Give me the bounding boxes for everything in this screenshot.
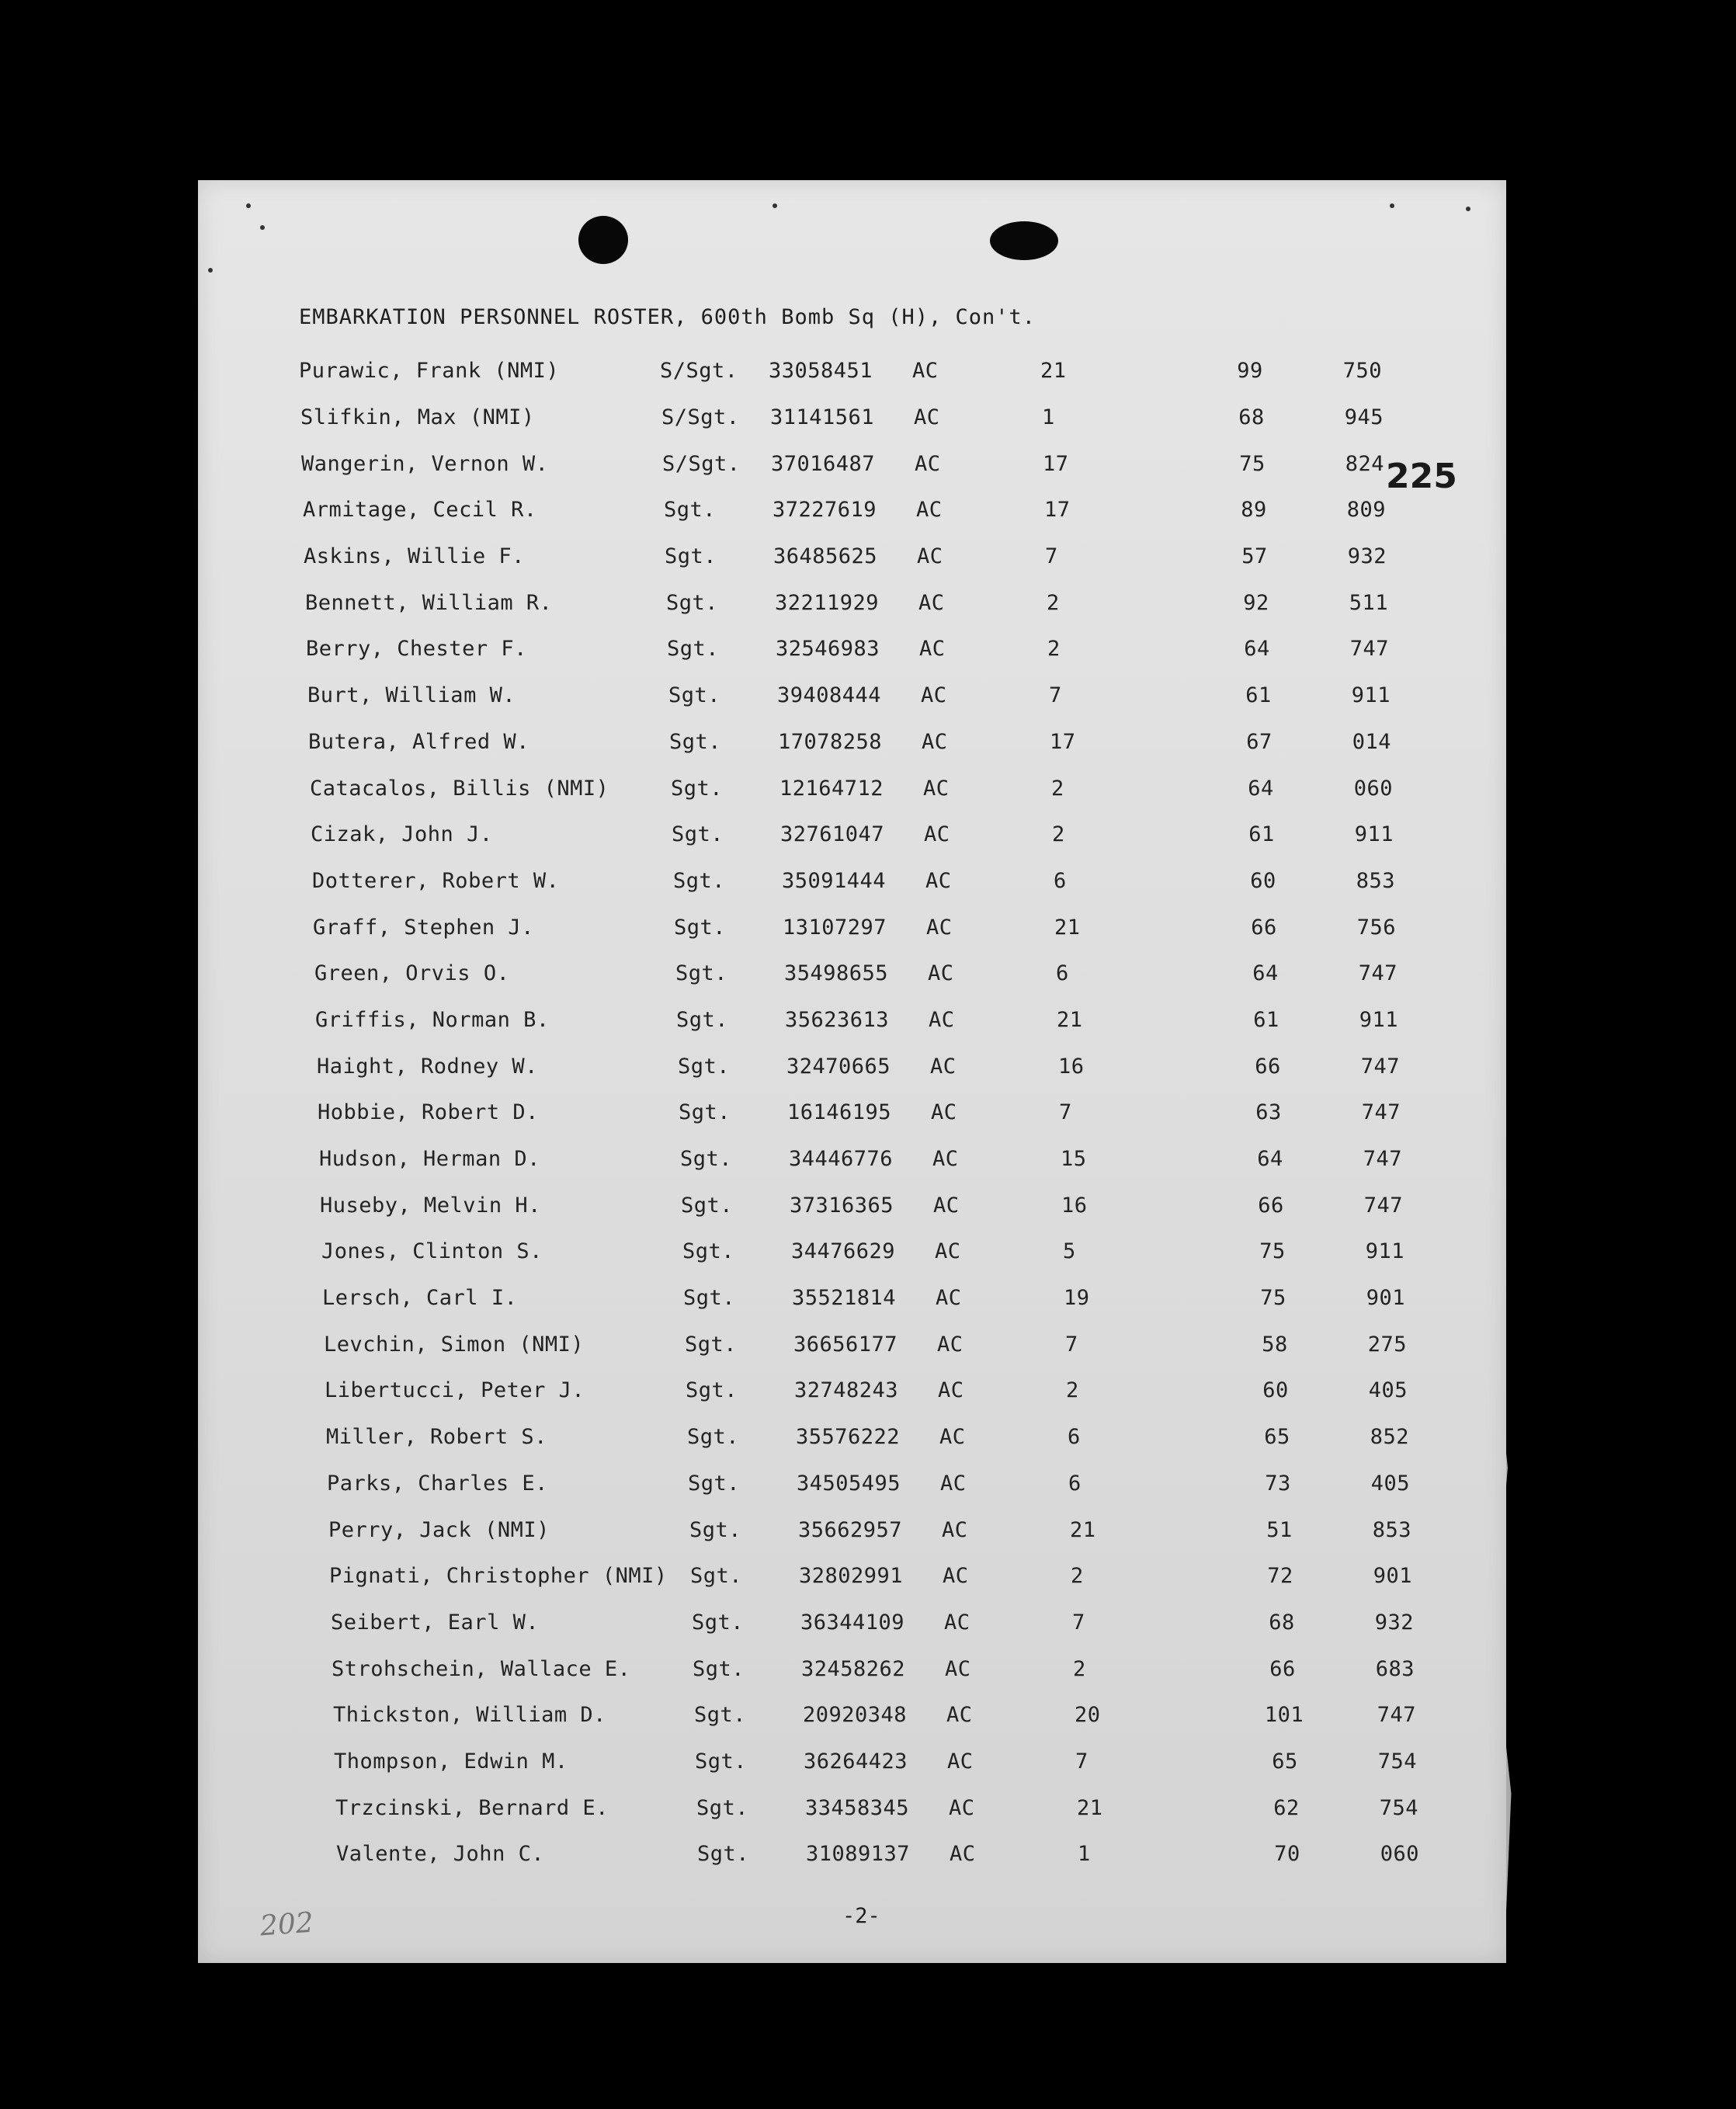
roster-row [336,1831,1419,1878]
roster-rank-cell: Sgt. [666,590,719,615]
roster-serial-cell: 32761047 [780,822,885,847]
roster-name-cell: Dotterer, Robert W. [312,868,560,893]
roster-serial-cell: 37316365 [790,1193,894,1218]
roster-row [303,487,1386,533]
paper-speck [260,225,265,230]
roster-name-cell: Parks, Charles E. [327,1471,548,1496]
roster-c1-cell: 7 [1049,683,1062,708]
roster-row [320,1182,1403,1228]
roster-name-cell: Butera, Alfred W. [308,729,529,754]
roster-name-cell: Bennett, William R. [305,590,553,615]
roster-rank-cell: Sgt. [689,1517,742,1542]
roster-c1-cell: 17 [1050,729,1076,754]
roster-c2-cell: 75 [1239,451,1266,476]
roster-name-cell: Wangerin, Vernon W. [301,451,549,476]
roster-rank-cell: Sgt. [674,915,727,940]
roster-serial-cell: 13107297 [783,915,887,940]
roster-c2-cell: 73 [1265,1471,1291,1496]
roster-row [322,1275,1405,1322]
roster-rank-cell: S/Sgt. [661,405,740,430]
roster-branch-cell: AC [923,776,950,801]
roster-c1-cell: 21 [1077,1795,1103,1820]
roster-c2-cell: 51 [1266,1517,1293,1542]
roster-c3-cell: 901 [1366,1286,1405,1311]
roster-c1-cell: 20 [1075,1703,1101,1728]
roster-serial-cell: 33458345 [805,1795,910,1820]
roster-branch-cell: AC [915,451,941,476]
roster-name-cell: Graff, Stephen J. [313,915,534,940]
roster-serial-cell: 34446776 [789,1147,894,1172]
roster-c2-cell: 66 [1251,915,1277,940]
roster-name-cell: Burt, William W. [307,683,516,708]
roster-branch-cell: AC [917,544,943,569]
roster-c1-cell: 15 [1061,1147,1087,1172]
roster-row [325,1367,1408,1414]
roster-name-cell: Miller, Robert S. [326,1425,547,1450]
roster-c1-cell: 21 [1070,1517,1096,1542]
roster-c2-cell: 64 [1252,961,1279,986]
roster-c2-cell: 66 [1258,1193,1284,1218]
roster-rank-cell: Sgt. [672,822,724,847]
roster-serial-cell: 35662957 [798,1517,903,1542]
roster-row [308,719,1391,766]
roster-serial-cell: 36656177 [793,1332,898,1357]
roster-c3-cell: 060 [1380,1842,1419,1867]
roster-branch-cell: AC [922,729,948,754]
roster-c1-cell: 7 [1045,544,1058,569]
roster-branch-cell: AC [940,1471,967,1496]
page-number: -2- [842,1904,880,1928]
roster-rank-cell: Sgt. [682,1239,735,1264]
roster-row [326,1414,1409,1461]
roster-branch-cell: AC [930,1054,957,1079]
roster-serial-cell: 35623613 [785,1007,890,1032]
roster-c3-cell: 853 [1372,1517,1411,1542]
roster-c1-cell: 7 [1065,1332,1078,1357]
roster-rank-cell: Sgt. [683,1286,736,1311]
roster-c1-cell: 16 [1061,1193,1088,1218]
roster-c1-cell: 2 [1066,1378,1079,1403]
roster-c2-cell: 68 [1269,1610,1295,1635]
roster-c1-cell: 19 [1064,1286,1090,1311]
roster-c1-cell: 21 [1054,915,1081,940]
roster-serial-cell: 31089137 [806,1842,911,1867]
roster-rank-cell: Sgt. [692,1610,745,1635]
roster-rank-cell: S/Sgt. [662,451,741,476]
paper-speck [1466,207,1470,211]
roster-c2-cell: 62 [1273,1795,1300,1820]
roster-name-cell: Trzcinski, Bernard E. [335,1795,609,1820]
roster-c2-cell: 61 [1245,683,1272,708]
roster-rank-cell: Sgt. [688,1471,741,1496]
roster-c1-cell: 2 [1073,1656,1086,1681]
roster-serial-cell: 17078258 [778,729,883,754]
roster-serial-cell: 35521814 [792,1286,897,1311]
roster-branch-cell: AC [912,359,939,384]
roster-c2-cell: 66 [1255,1054,1281,1079]
roster-c2-cell: 60 [1250,868,1276,893]
roster-name-cell: Seibert, Earl W. [331,1610,540,1635]
roster-c3-cell: 747 [1358,961,1397,986]
roster-rank-cell: Sgt. [696,1795,749,1820]
roster-c2-cell: 75 [1259,1239,1286,1264]
roster-c3-cell: 683 [1375,1656,1415,1681]
roster-c3-cell: 932 [1347,544,1387,569]
roster-rank-cell: Sgt. [673,868,726,893]
roster-row [333,1692,1416,1739]
roster-name-cell: Catacalos, Billis (NMI) [310,776,609,801]
roster-name-cell: Pignati, Christopher (NMI) [329,1564,668,1589]
roster-row [315,997,1398,1044]
roster-rank-cell: Sgt. [675,961,728,986]
page-stamp-number: 225 [1386,457,1457,496]
roster-serial-cell: 12164712 [779,776,884,801]
roster-row [317,1043,1400,1089]
roster-c1-cell: 2 [1052,822,1065,847]
roster-branch-cell: AC [929,1007,955,1032]
roster-serial-cell: 37227619 [773,498,877,523]
roster-row [314,950,1397,997]
roster-branch-cell: AC [926,915,953,940]
roster-branch-cell: AC [946,1703,973,1728]
roster-c3-cell: 060 [1353,776,1393,801]
roster-c2-cell: 75 [1260,1286,1286,1311]
roster-serial-cell: 32748243 [794,1378,899,1403]
roster-c1-cell: 17 [1044,498,1071,523]
roster-name-cell: Haight, Rodney W. [317,1054,538,1079]
roster-c1-cell: 17 [1043,451,1069,476]
roster-branch-cell: AC [936,1286,962,1311]
roster-c3-cell: 945 [1344,405,1384,430]
roster-c2-cell: 58 [1262,1332,1288,1357]
roster-c2-cell: 64 [1248,776,1274,801]
roster-row [311,811,1394,858]
roster-c1-cell: 1 [1042,405,1055,430]
roster-serial-cell: 32546983 [776,637,880,662]
roster-rank-cell: Sgt. [678,1054,731,1079]
roster-serial-cell: 33058451 [769,359,873,384]
roster-branch-cell: AC [921,683,947,708]
roster-name-cell: Hobbie, Robert D. [318,1100,539,1125]
roster-c3-cell: 511 [1349,590,1388,615]
roster-name-cell: Lersch, Carl I. [322,1286,518,1311]
roster-serial-cell: 32458262 [801,1656,906,1681]
punch-hole [990,221,1058,260]
roster-row [299,348,1382,394]
roster-c1-cell: 7 [1072,1610,1085,1635]
roster-c1-cell: 1 [1078,1842,1091,1867]
roster-name-cell: Griffis, Norman B. [315,1007,550,1032]
roster-row [327,1461,1410,1507]
roster-row [310,765,1393,811]
roster-rank-cell: Sgt. [686,1378,738,1403]
roster-name-cell: Jones, Clinton S. [321,1239,543,1264]
roster-c2-cell: 65 [1264,1425,1290,1450]
roster-name-cell: Thickston, William D. [333,1703,606,1728]
roster-c3-cell: 911 [1365,1239,1404,1264]
roster-c2-cell: 66 [1269,1656,1296,1681]
roster-name-cell: Armitage, Cecil R. [303,498,537,523]
roster-serial-cell: 35091444 [782,868,887,893]
roster-name-cell: Askins, Willie F. [304,544,525,569]
roster-row [332,1645,1415,1692]
roster-name-cell: Purawic, Frank (NMI) [299,359,560,384]
roster-rank-cell: Sgt. [697,1842,750,1867]
roster-c3-cell: 754 [1379,1795,1418,1820]
roster-c1-cell: 6 [1054,868,1067,893]
roster-branch-cell: AC [914,405,940,430]
roster-c2-cell: 64 [1244,637,1270,662]
roster-branch-cell: AC [916,498,943,523]
roster-name-cell: Slifkin, Max (NMI) [300,405,535,430]
roster-serial-cell: 16146195 [787,1100,892,1125]
roster-row [301,440,1384,487]
roster-c2-cell: 65 [1272,1749,1298,1774]
roster-rank-cell: Sgt. [695,1749,748,1774]
roster-c1-cell: 2 [1047,637,1061,662]
roster-row [324,1321,1407,1367]
roster-branch-cell: AC [937,1332,963,1357]
roster-branch-cell: AC [944,1610,970,1635]
roster-c1-cell: 7 [1075,1749,1088,1774]
roster-c3-cell: 747 [1360,1054,1400,1079]
roster-row [312,858,1395,905]
roster-c1-cell: 6 [1068,1425,1081,1450]
roster-header: EMBARKATION PERSONNEL ROSTER, 600th Bomb Sq (H), Con't. [299,305,1036,329]
roster-name-cell: Berry, Chester F. [306,637,527,662]
roster-name-cell: Strohschein, Wallace E. [332,1656,631,1681]
roster-rank-cell: Sgt. [679,1100,731,1125]
roster-body [299,348,1419,1878]
roster-rank-cell: Sgt. [687,1425,740,1450]
roster-row [319,1136,1402,1183]
roster-c2-cell: 60 [1262,1378,1289,1403]
roster-serial-cell: 31141561 [770,405,875,430]
roster-serial-cell: 32211929 [775,590,880,615]
roster-rank-cell: Sgt. [669,729,722,754]
roster-branch-cell: AC [918,590,945,615]
roster-name-cell: Huseby, Melvin H. [320,1193,541,1218]
roster-c3-cell: 405 [1370,1471,1410,1496]
paper-speck [1390,203,1394,208]
roster-c2-cell: 68 [1238,405,1265,430]
roster-name-cell: Perry, Jack (NMI) [328,1517,550,1542]
roster-serial-cell: 20920348 [803,1703,908,1728]
roster-branch-cell: AC [935,1239,961,1264]
roster-branch-cell: AC [950,1842,976,1867]
roster-name-cell: Cizak, John J. [311,822,493,847]
roster-c3-cell: 747 [1363,1193,1403,1218]
roster-branch-cell: AC [939,1425,966,1450]
roster-row [334,1739,1417,1785]
roster-c3-cell: 405 [1368,1378,1408,1403]
roster-branch-cell: AC [947,1749,974,1774]
roster-c3-cell: 754 [1377,1749,1417,1774]
roster-c3-cell: 747 [1363,1147,1402,1172]
roster-name-cell: Libertucci, Peter J. [325,1378,585,1403]
roster-rank-cell: Sgt. [664,498,717,523]
roster-c3-cell: 911 [1354,822,1394,847]
roster-serial-cell: 34476629 [791,1239,896,1264]
roster-row [313,904,1396,950]
roster-serial-cell: 39408444 [777,683,882,708]
roster-rank-cell: Sgt. [665,544,717,569]
paper-speck [208,268,213,273]
roster-c2-cell: 89 [1241,498,1267,523]
roster-rank-cell: Sgt. [681,1193,734,1218]
roster-c1-cell: 21 [1040,359,1067,384]
roster-serial-cell: 35498655 [784,961,889,986]
roster-serial-cell: 36485625 [773,544,878,569]
roster-table [299,348,1419,1878]
roster-c1-cell: 16 [1058,1054,1085,1079]
roster-c3-cell: 747 [1361,1100,1401,1125]
roster-rank-cell: Sgt. [667,637,720,662]
roster-c3-cell: 756 [1356,915,1396,940]
roster-c3-cell: 750 [1342,359,1382,384]
roster-c3-cell: 747 [1377,1703,1416,1728]
roster-c3-cell: 275 [1367,1332,1407,1357]
roster-branch-cell: AC [924,822,950,847]
roster-serial-cell: 32470665 [786,1054,891,1079]
roster-row [305,579,1388,626]
roster-c3-cell: 014 [1352,729,1391,754]
roster-c2-cell: 101 [1264,1703,1304,1728]
roster-row [318,1089,1401,1136]
roster-row [306,626,1389,672]
roster-branch-cell: AC [925,868,952,893]
roster-rank-cell: Sgt. [685,1332,738,1357]
roster-c3-cell: 809 [1346,498,1386,523]
roster-row [328,1506,1411,1553]
roster-c3-cell: 824 [1345,451,1384,476]
roster-c1-cell: 21 [1057,1007,1083,1032]
roster-c1-cell: 6 [1068,1471,1082,1496]
roster-row [331,1600,1414,1646]
roster-name-cell: Green, Orvis O. [314,961,510,986]
roster-c1-cell: 2 [1047,590,1060,615]
roster-serial-cell: 34505495 [797,1471,901,1496]
roster-c2-cell: 57 [1241,544,1268,569]
roster-c1-cell: 6 [1056,961,1069,986]
roster-c3-cell: 911 [1351,683,1391,708]
roster-c3-cell: 853 [1356,868,1395,893]
roster-branch-cell: AC [942,1517,968,1542]
roster-rank-cell: Sgt. [680,1147,733,1172]
paper-speck [246,203,251,208]
roster-c2-cell: 70 [1274,1842,1300,1867]
roster-c2-cell: 67 [1246,729,1272,754]
roster-row [304,533,1387,580]
roster-branch-cell: AC [943,1564,969,1589]
roster-c2-cell: 63 [1255,1100,1282,1125]
roster-serial-cell: 35576222 [796,1425,901,1450]
roster-rank-cell: Sgt. [690,1564,743,1589]
roster-name-cell: Levchin, Simon (NMI) [324,1332,585,1357]
roster-branch-cell: AC [931,1100,957,1125]
roster-c3-cell: 901 [1373,1564,1412,1589]
roster-row [307,672,1391,719]
roster-name-cell: Thompson, Edwin M. [334,1749,568,1774]
roster-branch-cell: AC [949,1795,975,1820]
roster-branch-cell: AC [938,1378,964,1403]
roster-serial-cell: 36344109 [800,1610,905,1635]
roster-name-cell: Hudson, Herman D. [319,1147,540,1172]
roster-rank-cell: Sgt. [671,776,724,801]
roster-rank-cell: Sgt. [676,1007,729,1032]
roster-c2-cell: 99 [1237,359,1263,384]
roster-c1-cell: 2 [1051,776,1064,801]
roster-c1-cell: 2 [1071,1564,1084,1589]
roster-rank-cell: S/Sgt. [660,359,738,384]
roster-serial-cell: 32802991 [799,1564,904,1589]
roster-rank-cell: Sgt. [668,683,721,708]
roster-branch-cell: AC [933,1193,960,1218]
roster-branch-cell: AC [928,961,954,986]
roster-serial-cell: 37016487 [771,451,876,476]
handwritten-note: 202 [259,1906,315,1943]
roster-serial-cell: 36264423 [804,1749,908,1774]
roster-branch-cell: AC [919,637,946,662]
roster-c1-cell: 5 [1063,1239,1076,1264]
roster-c2-cell: 64 [1257,1147,1283,1172]
roster-branch-cell: AC [945,1656,971,1681]
roster-c2-cell: 61 [1253,1007,1279,1032]
roster-branch-cell: AC [932,1147,959,1172]
roster-c2-cell: 72 [1267,1564,1293,1589]
roster-row [335,1784,1418,1831]
roster-rank-cell: Sgt. [694,1703,747,1728]
roster-c3-cell: 852 [1370,1425,1409,1450]
paper-speck [773,203,777,208]
punch-hole [578,216,628,264]
roster-name-cell: Valente, John C. [336,1842,545,1867]
roster-c2-cell: 61 [1248,822,1275,847]
roster-c2-cell: 92 [1243,590,1269,615]
roster-c3-cell: 911 [1359,1007,1398,1032]
roster-c3-cell: 932 [1374,1610,1414,1635]
roster-c3-cell: 747 [1349,637,1389,662]
roster-row [321,1228,1404,1275]
roster-c1-cell: 7 [1059,1100,1072,1125]
roster-row [300,394,1384,441]
roster-row [329,1553,1412,1600]
roster-rank-cell: Sgt. [693,1656,745,1681]
